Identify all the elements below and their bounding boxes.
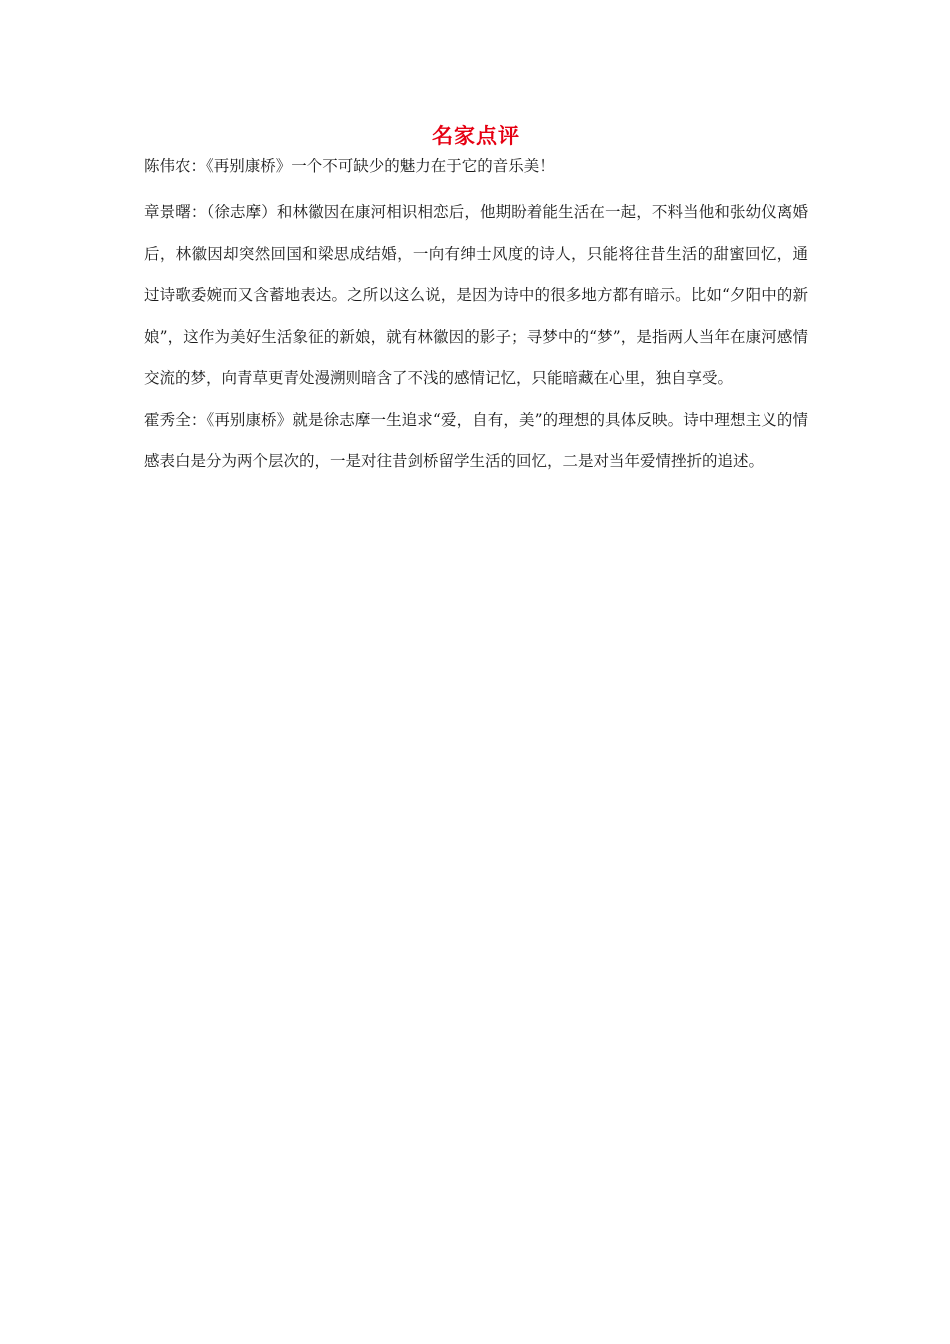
document-body <box>144 120 808 483</box>
page-title: 名家点评 <box>432 124 520 148</box>
review-huo-xiuquan: 霍秀全：《再别康桥》就是徐志摩一生追求“爱，自有，美”的理想的具体反映。诗中理想主义的情感表白是分为两个层次的，一是对往昔剑桥留学生活的回忆，二是对当年爱情挫折的追述。 <box>144 410 808 470</box>
review-chen-weinong: 陈伟农：《再别康桥》一个不可缺少的魅力在于它的音乐美！ <box>144 157 555 175</box>
review-zhang-jingshu: 章景曙：（徐志摩）和林徽因在康河相识相恋后，他期盼着能生活在一起，不料当他和张幼仪离婚后，林徽因却突然回国和梁思成结婚，一向有绅士风度的诗人，只能将往昔生活的甜蜜回忆，通过诗歌委婉而又含蓄地表达。之所以这么说，是因为诗中的很多地方都有暗示。比如“夕阳中的新娘”，这作为美好生活象征的新娘，就有林徽因的影子；寻梦中的“梦”，是指两人当年在康河感情交流的梦，向青草更青处漫溯则暗含了不浅的感情记忆，只能暗藏在心里，独自享受。 <box>144 203 808 387</box>
